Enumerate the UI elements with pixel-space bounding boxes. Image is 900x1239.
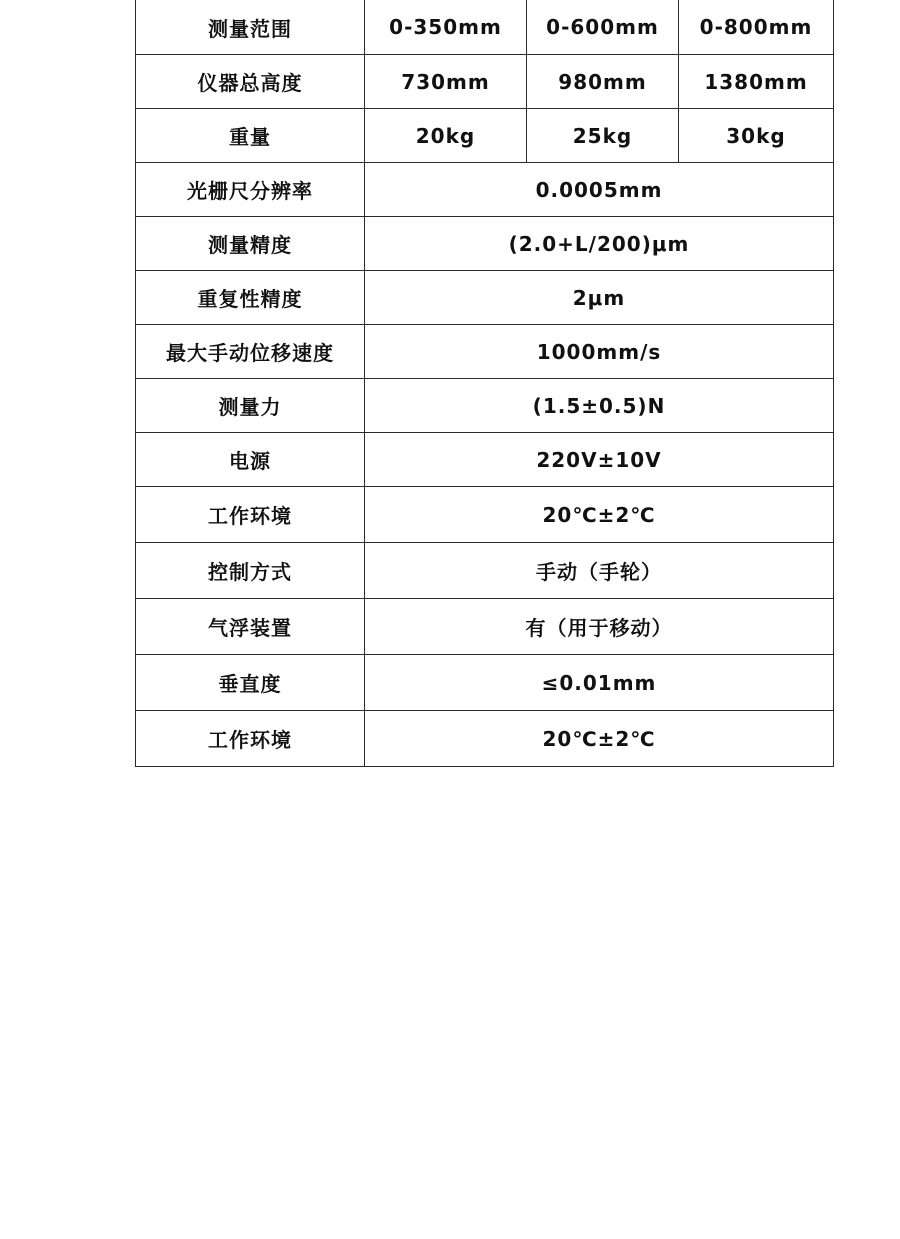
- cell-value: 1380mm: [679, 55, 834, 109]
- cell-value: 220V±10V: [365, 433, 834, 487]
- cell-value: 980mm: [527, 55, 679, 109]
- table-row: [136, 163, 834, 217]
- table-row: [136, 599, 834, 655]
- row-label: 测量精度: [136, 217, 365, 271]
- cell-value: 25kg: [527, 109, 679, 163]
- table-row: [136, 433, 834, 487]
- cell-value: 手动（手轮）: [365, 543, 834, 599]
- cell-value: 30kg: [679, 109, 834, 163]
- cell-value: (1.5±0.5)N: [365, 379, 834, 433]
- cell-value: 有（用于移动）: [365, 599, 834, 655]
- row-label: 电源: [136, 433, 365, 487]
- table-row: [136, 379, 834, 433]
- cell-value: 2μm: [365, 271, 834, 325]
- table-row: [136, 711, 834, 767]
- cell-value: ≤0.01mm: [365, 655, 834, 711]
- cell-value: (2.0+L/200)μm: [365, 217, 834, 271]
- row-label: 测量力: [136, 379, 365, 433]
- cell-value: 0.0005mm: [365, 163, 834, 217]
- table-row: [136, 55, 834, 109]
- cell-value: 0-350mm: [365, 0, 527, 55]
- row-label: 控制方式: [136, 543, 365, 599]
- row-label: 重复性精度: [136, 271, 365, 325]
- table-row: [136, 271, 834, 325]
- row-label: 工作环境: [136, 487, 365, 543]
- spec-table: [135, 0, 834, 767]
- cell-value: 730mm: [365, 55, 527, 109]
- row-label: 重量: [136, 109, 365, 163]
- row-label: 测量范围: [136, 0, 365, 55]
- row-label: 光栅尺分辨率: [136, 163, 365, 217]
- table-row: [136, 0, 834, 55]
- cell-value: 0-800mm: [679, 0, 834, 55]
- table-row: [136, 487, 834, 543]
- table-row: [136, 655, 834, 711]
- row-label: 最大手动位移速度: [136, 325, 365, 379]
- table-row: [136, 109, 834, 163]
- row-label: 垂直度: [136, 655, 365, 711]
- row-label: 工作环境: [136, 711, 365, 767]
- cell-value: 1000mm/s: [365, 325, 834, 379]
- table-row: [136, 217, 834, 271]
- row-label: 仪器总高度: [136, 55, 365, 109]
- cell-value: 0-600mm: [527, 0, 679, 55]
- cell-value: 20kg: [365, 109, 527, 163]
- cell-value: 20℃±2℃: [365, 487, 834, 543]
- cell-value: 20℃±2℃: [365, 711, 834, 767]
- table-row: [136, 325, 834, 379]
- table-row: [136, 543, 834, 599]
- row-label: 气浮装置: [136, 599, 365, 655]
